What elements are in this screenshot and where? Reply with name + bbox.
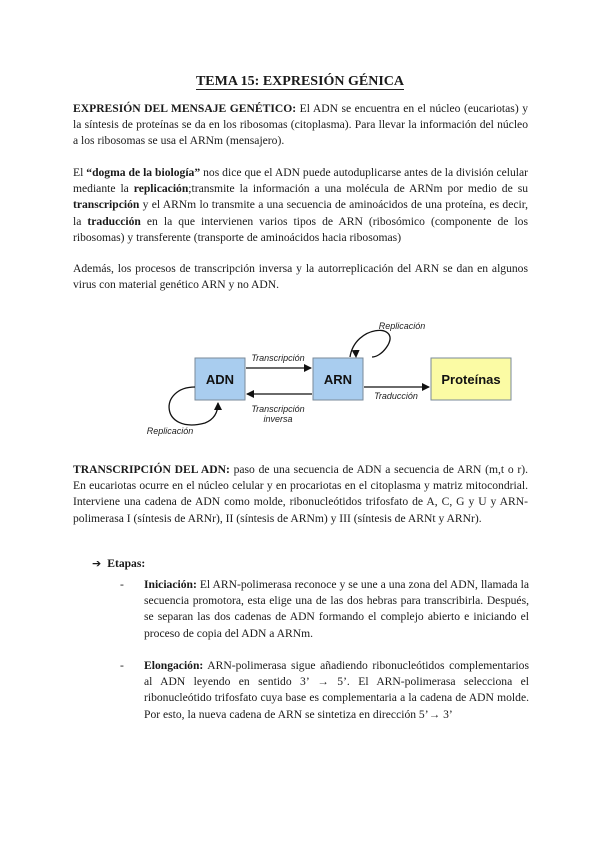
paragraph-heading: EXPRESIÓN DEL MENSAJE GENÉTICO:: [73, 102, 297, 115]
label-replicacion-top: Replicación: [378, 321, 426, 331]
label-traduccion: Traducción: [374, 391, 418, 401]
label-replicacion-bottom: Replicación: [146, 426, 194, 436]
paragraph-expresion: EXPRESIÓN DEL MENSAJE GENÉTICO: El ADN se encuentra en el núcleo (eucariotas) y la síntesis de proteínas se da en los ribosomas (citoplasma). Para llevar la información del núcleo a los ribosomas se usa el ARNm (mensajero).: [73, 102, 528, 148]
loop-replicacion-arn: [350, 330, 390, 357]
paragraph-dogma: El “dogma de la biología” nos dice que el ADN puede autoduplicarse antes de la división celular mediante la replicación;transmite la información a una molécula de ARNm por medio de su transcripción y el ARNm lo transmite a una secuencia de aminoácidos de una proteína, es decir, la traducción en la que intervienen varios tipos de ARN (ribosómico (componente de los ribosomas) y transferente (transporte de aminoácidos hacia ribosomas): [73, 166, 529, 244]
list-item: - Iniciación: El ARN-polimerasa reconoce y se une a una zona del ADN, llamada la secuencia promotora, esta elige una de las dos hebras para transcribirla. Después, se separan las dos cadenas de ADN formando el complejo abierto e iniciando el proceso de copia del ADN a ARNm.: [120, 578, 529, 640]
etapas-heading: ➔ Etapas:: [92, 557, 146, 570]
label-transcripcion-inversa: Transcripción: [251, 404, 305, 414]
arrow-bullet-icon: ➔: [92, 557, 102, 570]
box-arn-label: ARN: [323, 372, 353, 387]
dogma-diagram: [146, 315, 501, 440]
label-transcripcion: Transcripción: [251, 353, 305, 363]
list-item: - Elongación: ARN-polimerasa sigue añadiendo ribonucleótidos complementarios al ADN leyendo en sentido 3’ → 5’. El ARN-polimerasa selecciona el ribonucleótido trifosfato cuya base es complementaria a la cadena de ADN molde. Por esto, la nueva cadena de ARN se sintetiza en dirección 5’→ 3’: [120, 659, 529, 721]
box-adn-label: ADN: [205, 372, 235, 387]
box-proteinas-label: Proteínas: [441, 372, 501, 387]
page-title: TEMA 15: EXPRESIÓN GÉNICA: [195, 74, 405, 89]
label-inversa: inversa: [263, 414, 293, 424]
paragraph-heading: TRANSCRIPCIÓN DEL ADN:: [73, 463, 230, 476]
paragraph-transcripcion: TRANSCRIPCIÓN DEL ADN: paso de una secuencia de ADN a secuencia de ARN (m,t o r). En eucariotas ocurre en el núcleo celular y en procariotas en el citoplasma y matriz mitocondrial. Interviene una cadena de ADN como molde, ribonucleótidos trifosfato de A, C, G y U y ARN-polimerasa I (síntesis de ARNr), II (síntesis de ARNm) y III (síntesis de ARNt y ARNr).: [73, 463, 528, 525]
paragraph-virus: Además, los procesos de transcripción inversa y la autorreplicación del ARN se dan en algunos virus con material genético ARN y no ADN.: [73, 262, 528, 292]
